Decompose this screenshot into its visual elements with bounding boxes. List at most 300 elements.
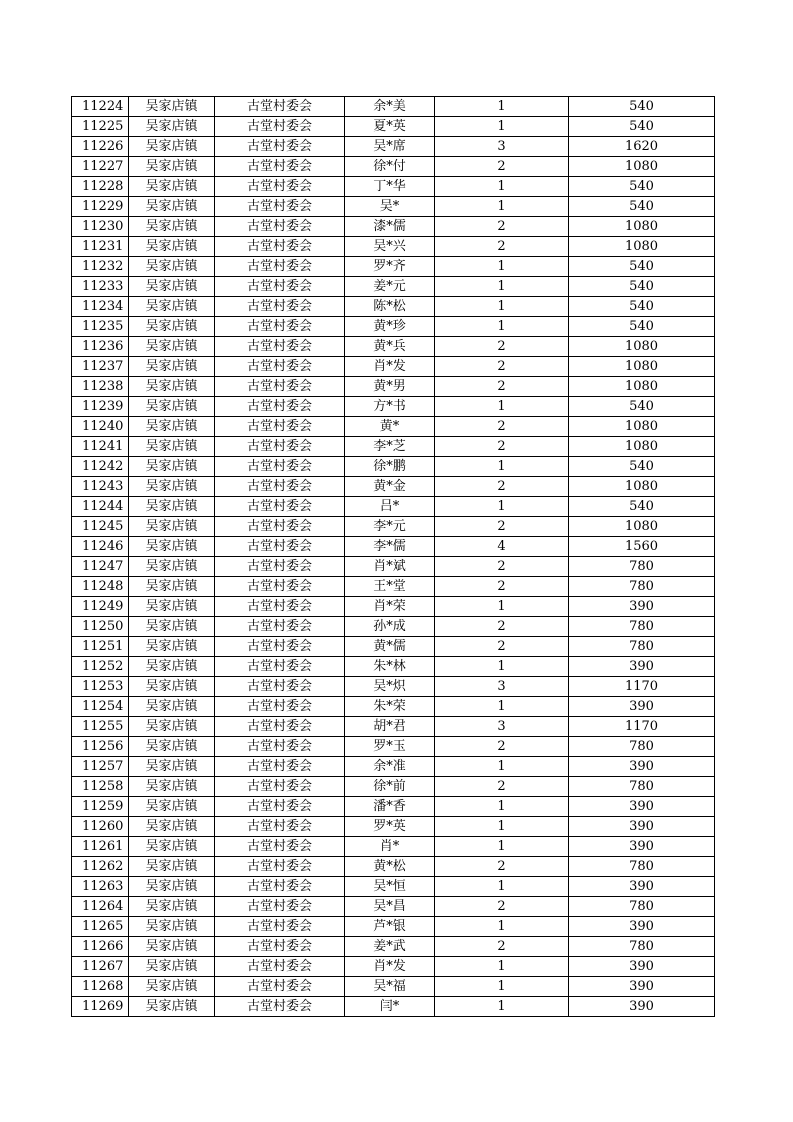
row-id-cell: 11240 (72, 417, 129, 437)
name-cell: 方*书 (345, 397, 435, 417)
table-row (72, 937, 715, 957)
table-row (72, 597, 715, 617)
village-cell: 古堂村委会 (215, 177, 345, 197)
row-id-cell: 11224 (72, 97, 129, 117)
village-cell: 古堂村委会 (215, 577, 345, 597)
town-cell: 吴家店镇 (129, 977, 215, 997)
amount-cell: 1080 (569, 437, 715, 457)
count-cell: 2 (435, 357, 569, 377)
name-cell: 黄*珍 (345, 317, 435, 337)
table-row (72, 817, 715, 837)
table-row (72, 977, 715, 997)
count-cell: 2 (435, 377, 569, 397)
count-cell: 2 (435, 737, 569, 757)
name-cell: 罗*齐 (345, 257, 435, 277)
table-row (72, 437, 715, 457)
amount-cell: 390 (569, 837, 715, 857)
town-cell: 吴家店镇 (129, 957, 215, 977)
count-cell: 2 (435, 517, 569, 537)
count-cell: 2 (435, 617, 569, 637)
count-cell: 2 (435, 577, 569, 597)
amount-cell: 390 (569, 757, 715, 777)
amount-cell: 390 (569, 657, 715, 677)
town-cell: 吴家店镇 (129, 637, 215, 657)
village-cell: 古堂村委会 (215, 997, 345, 1017)
town-cell: 吴家店镇 (129, 157, 215, 177)
village-cell: 古堂村委会 (215, 457, 345, 477)
count-cell: 1 (435, 257, 569, 277)
village-cell: 古堂村委会 (215, 217, 345, 237)
amount-cell: 1080 (569, 217, 715, 237)
town-cell: 吴家店镇 (129, 317, 215, 337)
row-id-cell: 11231 (72, 237, 129, 257)
village-cell: 古堂村委会 (215, 837, 345, 857)
row-id-cell: 11253 (72, 677, 129, 697)
document-page (71, 96, 715, 1017)
village-cell: 古堂村委会 (215, 917, 345, 937)
row-id-cell: 11256 (72, 737, 129, 757)
count-cell: 2 (435, 557, 569, 577)
amount-cell: 780 (569, 617, 715, 637)
town-cell: 吴家店镇 (129, 277, 215, 297)
village-cell: 古堂村委会 (215, 497, 345, 517)
town-cell: 吴家店镇 (129, 417, 215, 437)
count-cell: 1 (435, 757, 569, 777)
table-row (72, 557, 715, 577)
village-cell: 古堂村委会 (215, 297, 345, 317)
name-cell: 潘*香 (345, 797, 435, 817)
amount-cell: 540 (569, 277, 715, 297)
count-cell: 1 (435, 797, 569, 817)
town-cell: 吴家店镇 (129, 97, 215, 117)
count-cell: 1 (435, 657, 569, 677)
amount-cell: 1080 (569, 157, 715, 177)
count-cell: 2 (435, 857, 569, 877)
amount-cell: 1080 (569, 517, 715, 537)
village-cell: 古堂村委会 (215, 377, 345, 397)
row-id-cell: 11245 (72, 517, 129, 537)
name-cell: 吴*兴 (345, 237, 435, 257)
town-cell: 吴家店镇 (129, 817, 215, 837)
count-cell: 1 (435, 597, 569, 617)
town-cell: 吴家店镇 (129, 877, 215, 897)
name-cell: 黄*儒 (345, 637, 435, 657)
table-row (72, 577, 715, 597)
amount-cell: 780 (569, 577, 715, 597)
town-cell: 吴家店镇 (129, 357, 215, 377)
amount-cell: 390 (569, 597, 715, 617)
name-cell: 漆*儒 (345, 217, 435, 237)
table-row (72, 417, 715, 437)
amount-cell: 540 (569, 257, 715, 277)
row-id-cell: 11261 (72, 837, 129, 857)
village-cell: 古堂村委会 (215, 257, 345, 277)
name-cell: 孙*成 (345, 617, 435, 637)
name-cell: 黄*松 (345, 857, 435, 877)
town-cell: 吴家店镇 (129, 857, 215, 877)
count-cell: 2 (435, 777, 569, 797)
table-row (72, 217, 715, 237)
name-cell: 朱*林 (345, 657, 435, 677)
amount-cell: 540 (569, 117, 715, 137)
table-row (72, 697, 715, 717)
village-cell: 古堂村委会 (215, 677, 345, 697)
row-id-cell: 11235 (72, 317, 129, 337)
count-cell: 1 (435, 977, 569, 997)
village-cell: 古堂村委会 (215, 157, 345, 177)
table-row (72, 257, 715, 277)
row-id-cell: 11233 (72, 277, 129, 297)
row-id-cell: 11254 (72, 697, 129, 717)
town-cell: 吴家店镇 (129, 297, 215, 317)
row-id-cell: 11239 (72, 397, 129, 417)
town-cell: 吴家店镇 (129, 897, 215, 917)
village-cell: 古堂村委会 (215, 717, 345, 737)
row-id-cell: 11249 (72, 597, 129, 617)
amount-cell: 1080 (569, 337, 715, 357)
village-cell: 古堂村委会 (215, 197, 345, 217)
subsidy-table (71, 96, 715, 1017)
count-cell: 1 (435, 837, 569, 857)
town-cell: 吴家店镇 (129, 217, 215, 237)
row-id-cell: 11232 (72, 257, 129, 277)
village-cell: 古堂村委会 (215, 957, 345, 977)
village-cell: 古堂村委会 (215, 877, 345, 897)
town-cell: 吴家店镇 (129, 797, 215, 817)
name-cell: 姜*元 (345, 277, 435, 297)
row-id-cell: 11246 (72, 537, 129, 557)
table-row (72, 877, 715, 897)
row-id-cell: 11250 (72, 617, 129, 637)
village-cell: 古堂村委会 (215, 437, 345, 457)
name-cell: 吴*福 (345, 977, 435, 997)
amount-cell: 1620 (569, 137, 715, 157)
count-cell: 1 (435, 177, 569, 197)
name-cell: 黄*男 (345, 377, 435, 397)
amount-cell: 780 (569, 777, 715, 797)
town-cell: 吴家店镇 (129, 457, 215, 477)
row-id-cell: 11241 (72, 437, 129, 457)
table-row (72, 637, 715, 657)
amount-cell: 1080 (569, 417, 715, 437)
row-id-cell: 11243 (72, 477, 129, 497)
town-cell: 吴家店镇 (129, 617, 215, 637)
amount-cell: 780 (569, 897, 715, 917)
count-cell: 1 (435, 277, 569, 297)
village-cell: 古堂村委会 (215, 897, 345, 917)
count-cell: 1 (435, 457, 569, 477)
count-cell: 1 (435, 317, 569, 337)
amount-cell: 390 (569, 917, 715, 937)
town-cell: 吴家店镇 (129, 117, 215, 137)
town-cell: 吴家店镇 (129, 757, 215, 777)
name-cell: 余*准 (345, 757, 435, 777)
table-body (72, 97, 715, 1017)
count-cell: 2 (435, 337, 569, 357)
town-cell: 吴家店镇 (129, 497, 215, 517)
table-row (72, 177, 715, 197)
row-id-cell: 11247 (72, 557, 129, 577)
town-cell: 吴家店镇 (129, 437, 215, 457)
name-cell: 李*儒 (345, 537, 435, 557)
name-cell: 肖*荣 (345, 597, 435, 617)
row-id-cell: 11251 (72, 637, 129, 657)
amount-cell: 540 (569, 97, 715, 117)
row-id-cell: 11266 (72, 937, 129, 957)
village-cell: 古堂村委会 (215, 737, 345, 757)
amount-cell: 780 (569, 937, 715, 957)
amount-cell: 780 (569, 737, 715, 757)
table-row (72, 457, 715, 477)
amount-cell: 1080 (569, 237, 715, 257)
village-cell: 古堂村委会 (215, 537, 345, 557)
town-cell: 吴家店镇 (129, 577, 215, 597)
count-cell: 2 (435, 477, 569, 497)
name-cell: 丁*华 (345, 177, 435, 197)
village-cell: 古堂村委会 (215, 97, 345, 117)
village-cell: 古堂村委会 (215, 237, 345, 257)
count-cell: 2 (435, 437, 569, 457)
count-cell: 1 (435, 997, 569, 1017)
table-row (72, 957, 715, 977)
table-row (72, 757, 715, 777)
town-cell: 吴家店镇 (129, 917, 215, 937)
village-cell: 古堂村委会 (215, 277, 345, 297)
amount-cell: 390 (569, 977, 715, 997)
row-id-cell: 11267 (72, 957, 129, 977)
town-cell: 吴家店镇 (129, 557, 215, 577)
name-cell: 吕* (345, 497, 435, 517)
count-cell: 1 (435, 917, 569, 937)
count-cell: 1 (435, 397, 569, 417)
count-cell: 2 (435, 157, 569, 177)
name-cell: 肖*斌 (345, 557, 435, 577)
town-cell: 吴家店镇 (129, 537, 215, 557)
village-cell: 古堂村委会 (215, 817, 345, 837)
village-cell: 古堂村委会 (215, 517, 345, 537)
table-row (72, 197, 715, 217)
count-cell: 1 (435, 697, 569, 717)
name-cell: 余*美 (345, 97, 435, 117)
amount-cell: 390 (569, 797, 715, 817)
town-cell: 吴家店镇 (129, 937, 215, 957)
count-cell: 2 (435, 637, 569, 657)
name-cell: 黄*金 (345, 477, 435, 497)
amount-cell: 540 (569, 177, 715, 197)
row-id-cell: 11264 (72, 897, 129, 917)
row-id-cell: 11229 (72, 197, 129, 217)
table-row (72, 317, 715, 337)
row-id-cell: 11265 (72, 917, 129, 937)
village-cell: 古堂村委会 (215, 777, 345, 797)
row-id-cell: 11269 (72, 997, 129, 1017)
name-cell: 胡*君 (345, 717, 435, 737)
row-id-cell: 11268 (72, 977, 129, 997)
village-cell: 古堂村委会 (215, 637, 345, 657)
village-cell: 古堂村委会 (215, 397, 345, 417)
table-row (72, 517, 715, 537)
village-cell: 古堂村委会 (215, 317, 345, 337)
amount-cell: 780 (569, 857, 715, 877)
amount-cell: 540 (569, 497, 715, 517)
name-cell: 罗*英 (345, 817, 435, 837)
count-cell: 2 (435, 897, 569, 917)
village-cell: 古堂村委会 (215, 617, 345, 637)
table-row (72, 477, 715, 497)
amount-cell: 540 (569, 197, 715, 217)
village-cell: 古堂村委会 (215, 477, 345, 497)
table-row (72, 737, 715, 757)
table-row (72, 537, 715, 557)
count-cell: 1 (435, 97, 569, 117)
town-cell: 吴家店镇 (129, 777, 215, 797)
table-row (72, 237, 715, 257)
name-cell: 芦*银 (345, 917, 435, 937)
name-cell: 朱*荣 (345, 697, 435, 717)
amount-cell: 540 (569, 317, 715, 337)
row-id-cell: 11225 (72, 117, 129, 137)
village-cell: 古堂村委会 (215, 557, 345, 577)
table-row (72, 337, 715, 357)
amount-cell: 1170 (569, 677, 715, 697)
row-id-cell: 11230 (72, 217, 129, 237)
name-cell: 夏*英 (345, 117, 435, 137)
table-row (72, 837, 715, 857)
town-cell: 吴家店镇 (129, 397, 215, 417)
town-cell: 吴家店镇 (129, 197, 215, 217)
amount-cell: 1560 (569, 537, 715, 557)
row-id-cell: 11228 (72, 177, 129, 197)
name-cell: 罗*玉 (345, 737, 435, 757)
town-cell: 吴家店镇 (129, 257, 215, 277)
row-id-cell: 11238 (72, 377, 129, 397)
table-row (72, 117, 715, 137)
village-cell: 古堂村委会 (215, 857, 345, 877)
count-cell: 1 (435, 297, 569, 317)
town-cell: 吴家店镇 (129, 657, 215, 677)
count-cell: 1 (435, 957, 569, 977)
name-cell: 徐*付 (345, 157, 435, 177)
table-row (72, 277, 715, 297)
count-cell: 2 (435, 237, 569, 257)
row-id-cell: 11255 (72, 717, 129, 737)
row-id-cell: 11262 (72, 857, 129, 877)
amount-cell: 540 (569, 457, 715, 477)
name-cell: 吴*恒 (345, 877, 435, 897)
row-id-cell: 11258 (72, 777, 129, 797)
town-cell: 吴家店镇 (129, 677, 215, 697)
town-cell: 吴家店镇 (129, 517, 215, 537)
amount-cell: 390 (569, 877, 715, 897)
row-id-cell: 11263 (72, 877, 129, 897)
amount-cell: 1080 (569, 357, 715, 377)
count-cell: 1 (435, 117, 569, 137)
village-cell: 古堂村委会 (215, 697, 345, 717)
count-cell: 2 (435, 937, 569, 957)
name-cell: 吴*昌 (345, 897, 435, 917)
amount-cell: 780 (569, 637, 715, 657)
village-cell: 古堂村委会 (215, 337, 345, 357)
village-cell: 古堂村委会 (215, 757, 345, 777)
town-cell: 吴家店镇 (129, 137, 215, 157)
row-id-cell: 11226 (72, 137, 129, 157)
name-cell: 吴*炽 (345, 677, 435, 697)
table-row (72, 917, 715, 937)
amount-cell: 1170 (569, 717, 715, 737)
village-cell: 古堂村委会 (215, 417, 345, 437)
town-cell: 吴家店镇 (129, 697, 215, 717)
table-row (72, 857, 715, 877)
row-id-cell: 11260 (72, 817, 129, 837)
row-id-cell: 11236 (72, 337, 129, 357)
table-row (72, 797, 715, 817)
amount-cell: 1080 (569, 477, 715, 497)
row-id-cell: 11227 (72, 157, 129, 177)
table-row (72, 137, 715, 157)
name-cell: 陈*松 (345, 297, 435, 317)
name-cell: 吴* (345, 197, 435, 217)
table-row (72, 657, 715, 677)
amount-cell: 390 (569, 697, 715, 717)
town-cell: 吴家店镇 (129, 997, 215, 1017)
amount-cell: 390 (569, 817, 715, 837)
amount-cell: 780 (569, 557, 715, 577)
row-id-cell: 11248 (72, 577, 129, 597)
town-cell: 吴家店镇 (129, 597, 215, 617)
row-id-cell: 11252 (72, 657, 129, 677)
town-cell: 吴家店镇 (129, 177, 215, 197)
name-cell: 徐*鹏 (345, 457, 435, 477)
village-cell: 古堂村委会 (215, 117, 345, 137)
amount-cell: 540 (569, 297, 715, 317)
village-cell: 古堂村委会 (215, 937, 345, 957)
amount-cell: 540 (569, 397, 715, 417)
count-cell: 3 (435, 717, 569, 737)
row-id-cell: 11257 (72, 757, 129, 777)
name-cell: 徐*前 (345, 777, 435, 797)
name-cell: 王*堂 (345, 577, 435, 597)
count-cell: 2 (435, 217, 569, 237)
town-cell: 吴家店镇 (129, 837, 215, 857)
village-cell: 古堂村委会 (215, 357, 345, 377)
amount-cell: 1080 (569, 377, 715, 397)
village-cell: 古堂村委会 (215, 137, 345, 157)
name-cell: 黄* (345, 417, 435, 437)
count-cell: 3 (435, 677, 569, 697)
row-id-cell: 11244 (72, 497, 129, 517)
name-cell: 黄*兵 (345, 337, 435, 357)
table-row (72, 497, 715, 517)
table-row (72, 997, 715, 1017)
town-cell: 吴家店镇 (129, 337, 215, 357)
row-id-cell: 11242 (72, 457, 129, 477)
count-cell: 1 (435, 817, 569, 837)
table-row (72, 897, 715, 917)
table-row (72, 297, 715, 317)
town-cell: 吴家店镇 (129, 737, 215, 757)
amount-cell: 390 (569, 957, 715, 977)
name-cell: 李*芝 (345, 437, 435, 457)
name-cell: 闫* (345, 997, 435, 1017)
table-row (72, 677, 715, 697)
town-cell: 吴家店镇 (129, 377, 215, 397)
town-cell: 吴家店镇 (129, 237, 215, 257)
name-cell: 肖*发 (345, 357, 435, 377)
table-row (72, 357, 715, 377)
table-row (72, 157, 715, 177)
table-row (72, 397, 715, 417)
table-row (72, 97, 715, 117)
